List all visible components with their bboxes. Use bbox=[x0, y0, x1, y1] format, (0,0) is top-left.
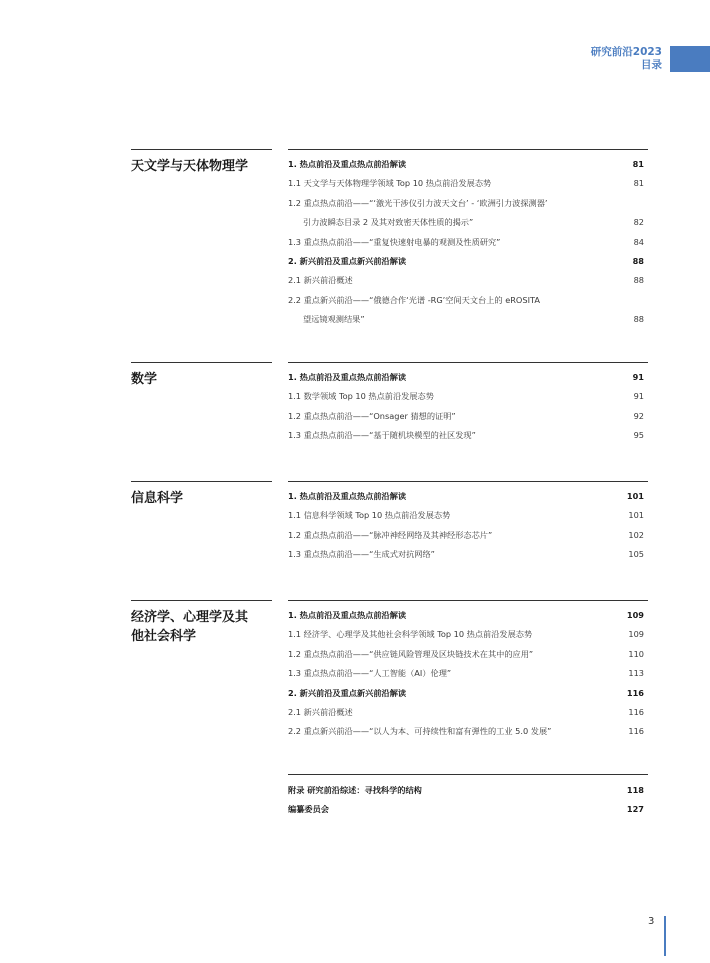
toc-entry-text: 1.2 重点热点前沿——“Onsager 猜想的证明” bbox=[288, 410, 456, 421]
page-number: 3 bbox=[648, 916, 655, 927]
toc-entry-text: 2. 新兴前沿及重点新兴前沿解读 bbox=[288, 256, 407, 267]
toc-entry[interactable] bbox=[288, 291, 648, 330]
toc-list bbox=[288, 606, 648, 742]
toc-entry[interactable] bbox=[288, 407, 648, 426]
toc-page-number: 91 bbox=[632, 372, 644, 382]
toc-page-number: 92 bbox=[633, 410, 644, 421]
toc-page-number: 109 bbox=[628, 629, 644, 640]
toc-page-number: 113 bbox=[628, 668, 644, 679]
toc-list bbox=[288, 487, 648, 565]
toc-list bbox=[288, 155, 648, 330]
toc-entry[interactable] bbox=[288, 155, 648, 174]
toc-page-number: 116 bbox=[628, 726, 644, 737]
section-divider bbox=[131, 362, 272, 363]
toc-list bbox=[288, 368, 648, 446]
toc-entry-text: 1.3 重点热点前沿——“基于随机块模型的社区发现” bbox=[288, 430, 476, 441]
section-divider bbox=[288, 481, 648, 482]
toc-page-number: 110 bbox=[628, 648, 644, 659]
toc-page-number: 109 bbox=[626, 610, 644, 620]
toc-entry-text: 1.3 重点热点前沿——“生成式对抗网络” bbox=[288, 549, 435, 560]
toc-entry-text: 1.2 重点热点前沿——“供应链风险管理及区块链技术在其中的应用” bbox=[288, 648, 534, 659]
toc-page-number: 102 bbox=[628, 529, 644, 540]
toc-entry-text: 附录 研究前沿综述：寻找科学的结构 bbox=[288, 785, 422, 795]
toc-entry[interactable] bbox=[288, 506, 648, 525]
toc-page-number: 88 bbox=[632, 256, 644, 267]
toc-entry-text: 2. 新兴前沿及重点新兴前沿解读 bbox=[288, 687, 407, 698]
header-title: 研究前沿2023 bbox=[590, 46, 662, 58]
toc-list bbox=[288, 781, 648, 820]
toc-entry-text: 1.3 重点热点前沿——“人工智能（AI）伦理” bbox=[288, 668, 452, 679]
toc-entry[interactable] bbox=[288, 545, 648, 564]
toc-page-number: 105 bbox=[628, 549, 644, 560]
toc-entry-text: 1. 热点前沿及重点热点前沿解读 bbox=[288, 372, 407, 382]
toc-entry-text: 2.2 重点新兴前沿——“俄德合作‘光谱 -RG’空间天文台上的 eROSITA bbox=[288, 294, 540, 305]
section-title: 信息科学 bbox=[131, 491, 184, 506]
section-divider bbox=[131, 600, 272, 601]
toc-page-number: 91 bbox=[633, 391, 644, 402]
toc-entry[interactable] bbox=[288, 645, 648, 664]
toc-entry[interactable] bbox=[288, 664, 648, 683]
header-accent-block bbox=[670, 46, 710, 72]
toc-entry-text: 2.1 新兴前沿概述 bbox=[288, 707, 353, 718]
section-title: 数学 bbox=[131, 372, 158, 387]
footer-accent-line bbox=[664, 916, 666, 956]
header-subtitle: 目录 bbox=[641, 59, 662, 71]
toc-entry[interactable] bbox=[288, 526, 648, 545]
toc-entry-text: 1. 热点前沿及重点热点前沿解读 bbox=[288, 159, 407, 169]
toc-entry-text: 1.1 经济学、心理学及其他社会科学领域 Top 10 热点前沿发展态势 bbox=[288, 629, 533, 640]
toc-page-number: 88 bbox=[633, 314, 644, 325]
toc-entry[interactable] bbox=[288, 800, 648, 819]
toc-entry-text: 1.2 重点热点前沿——“脉冲神经网络及其神经形态芯片” bbox=[288, 529, 493, 540]
toc-entry[interactable] bbox=[288, 703, 648, 722]
toc-page-number: 81 bbox=[632, 159, 644, 169]
toc-page-number: 101 bbox=[628, 510, 644, 521]
toc-entry-text-continued: 望远镜观测结果” bbox=[303, 314, 365, 325]
toc-entry[interactable] bbox=[288, 387, 648, 406]
toc-page-number: 127 bbox=[626, 804, 644, 815]
toc-page-number: 118 bbox=[626, 785, 644, 795]
toc-page-number: 81 bbox=[633, 178, 644, 189]
toc-page-number: 84 bbox=[633, 236, 644, 247]
section-divider bbox=[131, 149, 272, 150]
toc-entry-text: 1.1 信息科学领域 Top 10 热点前沿发展态势 bbox=[288, 510, 451, 521]
toc-page-number: 116 bbox=[628, 707, 644, 718]
toc-page-number: 101 bbox=[626, 491, 644, 501]
toc-entry[interactable] bbox=[288, 271, 648, 290]
toc-entry-text: 1.1 数学领域 Top 10 热点前沿发展态势 bbox=[288, 391, 434, 402]
section-divider bbox=[288, 149, 648, 150]
toc-entry[interactable] bbox=[288, 426, 648, 445]
section-divider bbox=[288, 600, 648, 601]
toc-page-number: 95 bbox=[633, 430, 644, 441]
toc-entry[interactable] bbox=[288, 252, 648, 271]
toc-entry-text: 2.1 新兴前沿概述 bbox=[288, 275, 353, 286]
section-title: 天文学与天体物理学 bbox=[131, 159, 249, 174]
toc-entry-text: 编纂委员会 bbox=[288, 804, 329, 815]
toc-entry-text: 1.2 重点热点前沿——“‘激光干涉仪引力波天文台’ - ‘欧洲引力波探测器’ bbox=[288, 197, 548, 208]
toc-page-number: 82 bbox=[633, 217, 644, 228]
toc-entry[interactable] bbox=[288, 368, 648, 387]
toc-entry[interactable] bbox=[288, 625, 648, 644]
toc-entry-text: 1. 热点前沿及重点热点前沿解读 bbox=[288, 610, 407, 620]
toc-entry[interactable] bbox=[288, 194, 648, 233]
toc-entry[interactable] bbox=[288, 174, 648, 193]
toc-entry-text: 1. 热点前沿及重点热点前沿解读 bbox=[288, 491, 407, 501]
toc-entry[interactable] bbox=[288, 606, 648, 625]
toc-page-number: 88 bbox=[633, 275, 644, 286]
section-divider bbox=[131, 481, 272, 482]
toc-entry-text-continued: 引力波瞬态目录 2 及其对致密天体性质的揭示” bbox=[303, 217, 474, 228]
toc-appendix bbox=[288, 774, 648, 820]
toc-page-number: 116 bbox=[626, 687, 644, 698]
section-divider bbox=[288, 774, 648, 775]
toc-entry[interactable] bbox=[288, 781, 648, 800]
toc-entry-text: 2.2 重点新兴前沿——“以人为本、可持续性和富有弹性的工业 5.0 发展” bbox=[288, 726, 552, 737]
running-header bbox=[591, 46, 662, 72]
section-divider bbox=[288, 362, 648, 363]
toc-entry[interactable] bbox=[288, 487, 648, 506]
toc-entry-text: 1.1 天文学与天体物理学领域 Top 10 热点前沿发展态势 bbox=[288, 178, 492, 189]
toc-entry[interactable] bbox=[288, 684, 648, 703]
toc-entry[interactable] bbox=[288, 722, 648, 741]
section-title: 经济学、心理学及其他社会科学 bbox=[131, 610, 249, 644]
toc-entry[interactable] bbox=[288, 233, 648, 252]
toc-entry-text: 1.3 重点热点前沿——“重复快速射电暴的观测及性质研究” bbox=[288, 236, 501, 247]
